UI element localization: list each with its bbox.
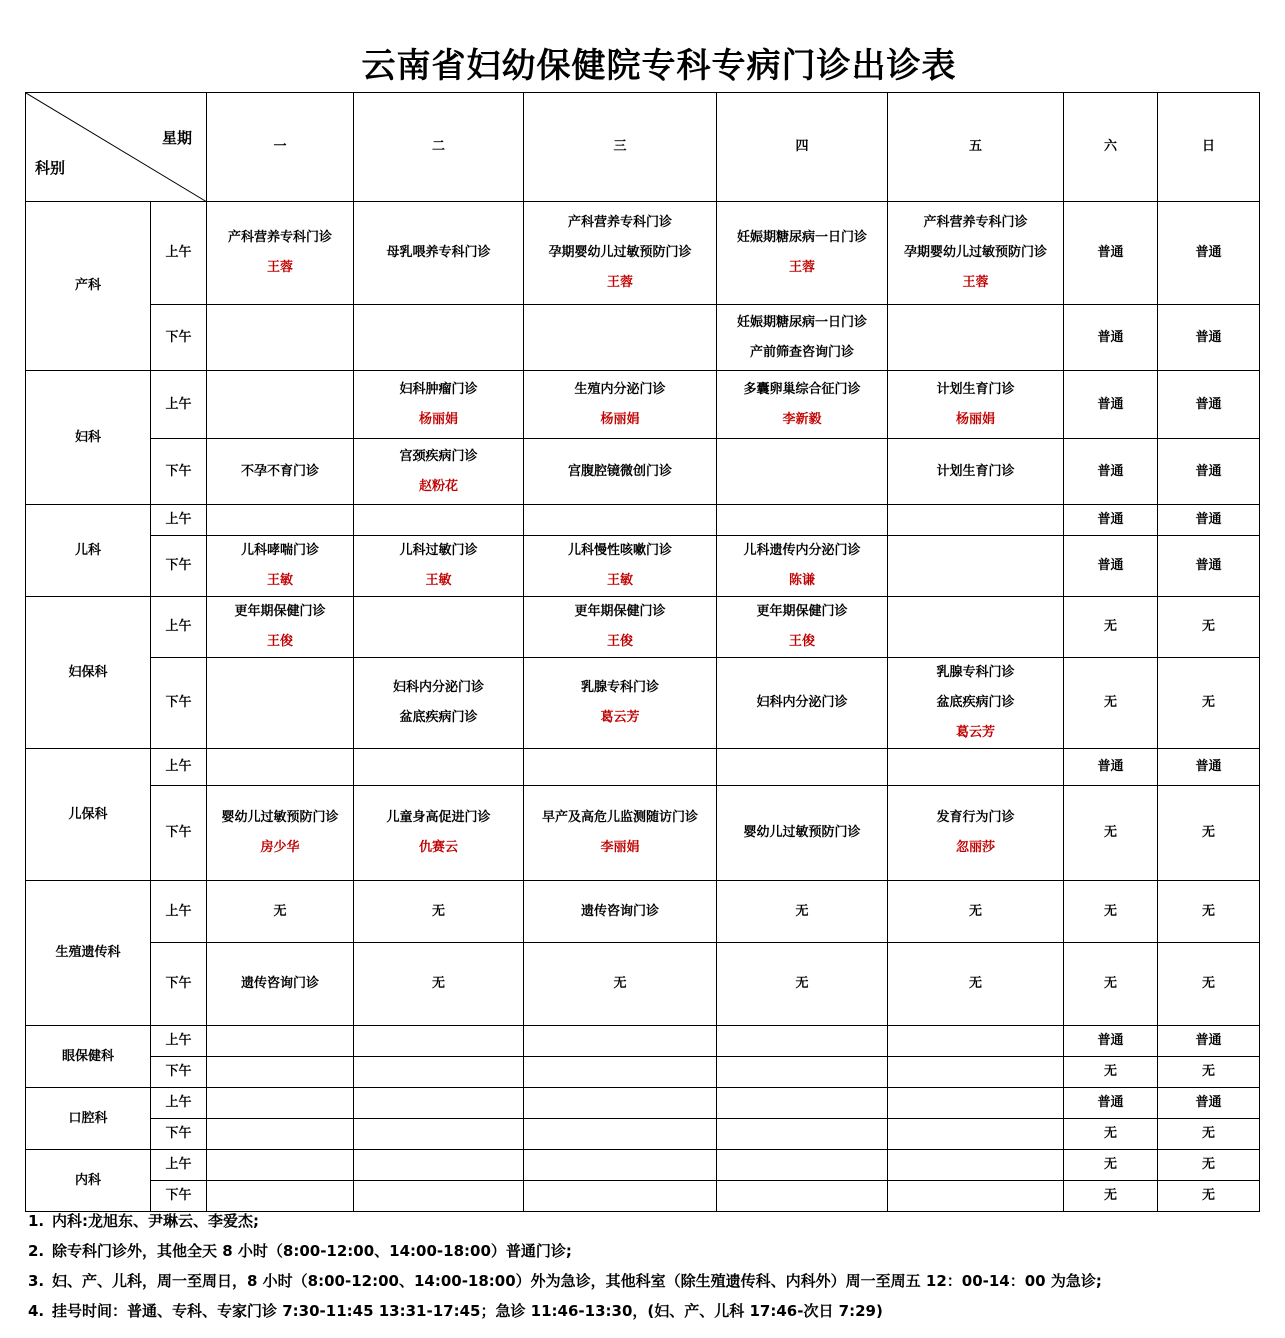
clinic-name: 孕期婴幼儿过敏预防门诊 xyxy=(548,245,692,260)
clinic-cell-thu xyxy=(717,1150,888,1181)
clinic-name: 多囊卵巢综合征门诊 xyxy=(743,381,861,397)
clinic-cell-sun xyxy=(1158,371,1260,439)
clinic-name: 无 xyxy=(1201,1126,1215,1141)
dept-child-health: 儿保科 xyxy=(26,749,151,881)
clinic-cell-mon xyxy=(207,943,354,1026)
clinic-cell-sat xyxy=(1064,658,1158,749)
clinic-name: 产科营养专科门诊 xyxy=(923,215,1028,230)
dept-internal-medicine: 内科 xyxy=(26,1150,151,1212)
schedule-row xyxy=(26,536,1260,597)
clinic-cell-tue xyxy=(354,1150,524,1181)
clinic-cell-sat xyxy=(1064,202,1158,305)
clinic-cell-mon xyxy=(207,505,354,536)
clinic-cell-fri xyxy=(888,881,1064,943)
note-number: 3. xyxy=(28,1272,45,1290)
schedule-row xyxy=(26,439,1260,505)
clinic-name: 普通 xyxy=(1097,558,1124,573)
half-day-afternoon: 下午 xyxy=(151,658,207,749)
weekday-fri: 五 xyxy=(888,93,1064,202)
clinic-name: 普通 xyxy=(1195,463,1222,479)
note-item xyxy=(28,1296,1278,1326)
clinic-cell-sun xyxy=(1158,536,1260,597)
doctor-name: 赵粉花 xyxy=(418,478,458,494)
clinic-cell-fri xyxy=(888,786,1064,881)
note-text: 除专科门诊外，其他全天 8 小时（8:00-12:00、14:00-18:00）普通门诊; xyxy=(52,1242,572,1260)
clinic-cell-thu xyxy=(717,505,888,536)
note-text: 内科:龙旭东、尹琳云、李爱杰; xyxy=(52,1212,259,1230)
note-text: 挂号时间：普通、专科、专家门诊 7:30-11:45 13:31-17:45；急诊 11:46-13:30，(妇、产、儿科 17:46-次日 7:29) xyxy=(52,1302,883,1320)
note-text: 妇、产、儿科，周一至周日，8 小时（8:00-12:00、14:00-18:00）外为急诊，其他科室（除生殖遗传科、内科外）周一至周五 12：00-14：00 为急诊; xyxy=(52,1272,1102,1290)
doctor-name: 王敏 xyxy=(425,573,452,588)
clinic-cell-thu xyxy=(717,439,888,505)
clinic-cell-sun xyxy=(1158,881,1260,943)
clinic-cell-wed xyxy=(524,1057,717,1088)
half-day-afternoon: 下午 xyxy=(151,1119,207,1150)
note-number: 2. xyxy=(28,1242,45,1260)
clinic-cell-tue xyxy=(354,658,524,749)
clinic-cell-thu xyxy=(717,1088,888,1119)
clinic-cell-sat xyxy=(1064,305,1158,371)
clinic-cell-sat xyxy=(1064,749,1158,786)
clinic-name: 乳腺专科门诊 xyxy=(936,665,1015,680)
clinic-name: 普通 xyxy=(1097,512,1124,527)
clinic-cell-tue xyxy=(354,1026,524,1057)
half-day-morning: 上午 xyxy=(151,749,207,786)
clinic-cell-tue xyxy=(354,371,524,439)
clinic-name: 普通 xyxy=(1097,1033,1124,1048)
doctor-name: 葛云芳 xyxy=(955,725,995,740)
clinic-cell-tue xyxy=(354,536,524,597)
clinic-cell-fri xyxy=(888,305,1064,371)
half-day-morning: 上午 xyxy=(151,505,207,536)
clinic-cell-thu xyxy=(717,1026,888,1057)
doctor-name: 王蓉 xyxy=(788,260,815,275)
clinic-cell-thu xyxy=(717,305,888,371)
weekday-thu: 四 xyxy=(717,93,888,202)
doctor-name: 房少华 xyxy=(260,840,300,855)
schedule-row xyxy=(26,371,1260,439)
page-title: 云南省妇幼保健院专科专病门诊出诊表 xyxy=(361,46,957,86)
clinic-cell-fri xyxy=(888,439,1064,505)
note-number: 1. xyxy=(28,1212,45,1230)
half-day-afternoon: 下午 xyxy=(151,305,207,371)
note-item xyxy=(28,1206,1278,1236)
clinic-cell-sun xyxy=(1158,202,1260,305)
weekday-tue: 二 xyxy=(354,93,524,202)
clinic-name: 无 xyxy=(1103,619,1117,634)
clinic-name: 无 xyxy=(1201,1188,1215,1203)
clinic-name: 婴幼儿过敏预防门诊 xyxy=(221,810,339,825)
clinic-cell-mon xyxy=(207,305,354,371)
half-day-afternoon: 下午 xyxy=(151,786,207,881)
clinic-name: 无 xyxy=(1103,1064,1117,1079)
clinic-name: 妊娠期糖尿病一日门诊 xyxy=(736,314,867,330)
clinic-name: 宫颈疾病门诊 xyxy=(399,448,478,464)
clinic-cell-fri xyxy=(888,536,1064,597)
clinic-cell-wed xyxy=(524,1119,717,1150)
clinic-cell-tue xyxy=(354,597,524,658)
clinic-cell-mon xyxy=(207,881,354,943)
clinic-cell-wed xyxy=(524,943,717,1026)
doctor-name: 王敏 xyxy=(606,573,633,588)
clinic-cell-wed xyxy=(524,786,717,881)
clinic-name: 普通 xyxy=(1097,1095,1124,1110)
weekday-mon: 一 xyxy=(207,93,354,202)
clinic-cell-thu xyxy=(717,658,888,749)
clinic-name: 普通 xyxy=(1097,396,1124,412)
clinic-name: 计划生育门诊 xyxy=(936,381,1015,397)
clinic-cell-mon xyxy=(207,536,354,597)
clinic-cell-tue xyxy=(354,1088,524,1119)
clinic-name: 无 xyxy=(1201,976,1215,991)
clinic-cell-sun xyxy=(1158,597,1260,658)
clinic-cell-fri xyxy=(888,371,1064,439)
schedule-table xyxy=(25,92,1260,1212)
clinic-name: 儿科遗传内分泌门诊 xyxy=(743,543,861,558)
doctor-name: 仇赛云 xyxy=(418,840,458,855)
clinic-name: 无 xyxy=(1201,903,1215,919)
clinic-cell-mon xyxy=(207,786,354,881)
clinic-cell-thu xyxy=(717,371,888,439)
doctor-name: 杨丽娟 xyxy=(418,411,458,427)
clinic-name: 无 xyxy=(1103,1126,1117,1141)
schedule-row xyxy=(26,1119,1260,1150)
clinic-cell-wed xyxy=(524,597,717,658)
clinic-name: 普通 xyxy=(1195,396,1222,412)
schedule-row xyxy=(26,1057,1260,1088)
clinic-name: 早产及高危儿监测随访门诊 xyxy=(541,810,698,825)
clinic-cell-mon xyxy=(207,371,354,439)
clinic-cell-wed xyxy=(524,1026,717,1057)
clinic-cell-sun xyxy=(1158,658,1260,749)
schedule-row xyxy=(26,597,1260,658)
clinic-name: 普通 xyxy=(1195,1095,1222,1110)
half-day-morning: 上午 xyxy=(151,371,207,439)
clinic-name: 无 xyxy=(795,976,809,991)
clinic-name: 更年期保健门诊 xyxy=(574,604,666,619)
dept-reproductive-genetics: 生殖遗传科 xyxy=(26,881,151,1026)
dept-pediatrics: 儿科 xyxy=(26,505,151,597)
header-row xyxy=(26,93,1260,202)
clinic-cell-sat xyxy=(1064,1088,1158,1119)
clinic-name: 遗传咨询门诊 xyxy=(240,976,319,991)
dept-obstetrics: 产科 xyxy=(26,202,151,371)
schedule-row xyxy=(26,1088,1260,1119)
clinic-cell-tue xyxy=(354,943,524,1026)
clinic-cell-sun xyxy=(1158,1150,1260,1181)
doctor-name: 杨丽娟 xyxy=(955,411,995,427)
clinic-cell-sun xyxy=(1158,943,1260,1026)
clinic-name: 普通 xyxy=(1097,463,1124,479)
clinic-name: 婴幼儿过敏预防门诊 xyxy=(743,825,861,840)
clinic-name: 无 xyxy=(1103,976,1117,991)
weekday-sun: 日 xyxy=(1158,93,1260,202)
clinic-cell-sun xyxy=(1158,1088,1260,1119)
clinic-name: 无 xyxy=(1201,1064,1215,1079)
note-number: 4. xyxy=(28,1302,45,1320)
clinic-name: 计划生育门诊 xyxy=(936,463,1015,479)
corner-week-label: 星期 xyxy=(161,129,192,147)
clinic-cell-mon xyxy=(207,1057,354,1088)
schedule-row xyxy=(26,505,1260,536)
clinic-cell-tue xyxy=(354,1057,524,1088)
doctor-name: 王俊 xyxy=(788,634,815,649)
corner-diagonal xyxy=(26,93,207,202)
clinic-name: 乳腺专科门诊 xyxy=(580,680,659,695)
clinic-name: 无 xyxy=(273,903,287,919)
note-item xyxy=(28,1266,1278,1296)
clinic-cell-mon xyxy=(207,597,354,658)
clinic-name: 无 xyxy=(1201,695,1215,710)
clinic-cell-sun xyxy=(1158,1026,1260,1057)
clinic-name: 妇科内分泌门诊 xyxy=(756,695,848,710)
clinic-cell-sat xyxy=(1064,597,1158,658)
clinic-cell-tue xyxy=(354,1119,524,1150)
half-day-morning: 上午 xyxy=(151,202,207,305)
clinic-cell-tue xyxy=(354,439,524,505)
clinic-name: 普通 xyxy=(1097,245,1124,260)
dept-eye-care: 眼保健科 xyxy=(26,1026,151,1088)
half-day-afternoon: 下午 xyxy=(151,1057,207,1088)
clinic-cell-mon xyxy=(207,1026,354,1057)
doctor-name: 王蓉 xyxy=(606,275,633,290)
clinic-cell-tue xyxy=(354,786,524,881)
clinic-cell-wed xyxy=(524,1088,717,1119)
clinic-cell-mon xyxy=(207,749,354,786)
clinic-cell-mon xyxy=(207,1088,354,1119)
clinic-cell-thu xyxy=(717,1119,888,1150)
half-day-afternoon: 下午 xyxy=(151,439,207,505)
clinic-cell-sun xyxy=(1158,749,1260,786)
clinic-name: 宫腹腔镜微创门诊 xyxy=(567,463,672,479)
clinic-name: 普通 xyxy=(1097,329,1124,345)
clinic-cell-fri xyxy=(888,1119,1064,1150)
clinic-cell-thu xyxy=(717,536,888,597)
clinic-cell-tue xyxy=(354,305,524,371)
half-day-morning: 上午 xyxy=(151,1026,207,1057)
clinic-name: 无 xyxy=(1201,619,1215,634)
clinic-cell-sat xyxy=(1064,943,1158,1026)
clinic-name: 盆底疾病门诊 xyxy=(399,710,478,725)
clinic-name: 产科营养专科门诊 xyxy=(567,215,672,230)
clinic-name: 普通 xyxy=(1195,759,1222,774)
clinic-cell-sat xyxy=(1064,881,1158,943)
doctor-name: 杨丽娟 xyxy=(600,411,640,427)
dept-stomatology: 口腔科 xyxy=(26,1088,151,1150)
clinic-name: 无 xyxy=(968,903,982,919)
clinic-cell-mon xyxy=(207,439,354,505)
clinic-cell-thu xyxy=(717,943,888,1026)
doctor-name: 葛云芳 xyxy=(600,710,640,725)
clinic-name: 普通 xyxy=(1195,1033,1222,1048)
clinic-name: 产科营养专科门诊 xyxy=(227,230,332,245)
clinic-cell-thu xyxy=(717,1057,888,1088)
clinic-name: 发育行为门诊 xyxy=(936,810,1015,825)
half-day-afternoon: 下午 xyxy=(151,536,207,597)
clinic-cell-wed xyxy=(524,881,717,943)
clinic-name: 生殖内分泌门诊 xyxy=(574,381,666,397)
clinic-cell-thu xyxy=(717,597,888,658)
clinic-name: 妊娠期糖尿病一日门诊 xyxy=(736,230,867,245)
corner-dept-label: 科别 xyxy=(35,159,66,177)
clinic-name: 母乳喂养专科门诊 xyxy=(386,245,491,260)
clinic-cell-mon xyxy=(207,1119,354,1150)
weekday-sat: 六 xyxy=(1064,93,1158,202)
doctor-name: 王蓉 xyxy=(962,275,989,290)
clinic-cell-wed xyxy=(524,749,717,786)
clinic-name: 妇科内分泌门诊 xyxy=(392,680,484,695)
notes-list xyxy=(28,1206,1278,1326)
doctor-name: 忽丽莎 xyxy=(955,840,995,855)
schedule-row xyxy=(26,786,1260,881)
doctor-name: 王俊 xyxy=(266,634,293,649)
corner-cell xyxy=(26,93,207,202)
schedule-row xyxy=(26,1150,1260,1181)
clinic-cell-wed xyxy=(524,439,717,505)
doctor-name: 王蓉 xyxy=(266,260,293,275)
half-day-morning: 上午 xyxy=(151,597,207,658)
clinic-cell-fri xyxy=(888,202,1064,305)
clinic-cell-tue xyxy=(354,505,524,536)
schedule-row xyxy=(26,305,1260,371)
clinic-cell-fri xyxy=(888,1057,1064,1088)
clinic-cell-fri xyxy=(888,1088,1064,1119)
clinic-cell-thu xyxy=(717,881,888,943)
clinic-cell-fri xyxy=(888,749,1064,786)
schedule-row xyxy=(26,1026,1260,1057)
dept-womens-health: 妇保科 xyxy=(26,597,151,749)
clinic-cell-sat xyxy=(1064,1150,1158,1181)
note-item xyxy=(28,1236,1278,1266)
clinic-cell-mon xyxy=(207,202,354,305)
clinic-name: 无 xyxy=(968,976,982,991)
clinic-name: 无 xyxy=(1201,1157,1215,1172)
clinic-cell-sat xyxy=(1064,1057,1158,1088)
clinic-cell-thu xyxy=(717,749,888,786)
clinic-cell-wed xyxy=(524,536,717,597)
clinic-name: 不孕不育门诊 xyxy=(240,463,319,479)
clinic-cell-fri xyxy=(888,943,1064,1026)
clinic-name: 儿童身高促进门诊 xyxy=(386,810,491,825)
clinic-cell-wed xyxy=(524,1150,717,1181)
clinic-name: 无 xyxy=(1103,695,1117,710)
clinic-name: 无 xyxy=(1103,1157,1117,1172)
doctor-name: 陈谦 xyxy=(788,573,815,588)
clinic-cell-sat xyxy=(1064,536,1158,597)
clinic-name: 盆底疾病门诊 xyxy=(936,695,1015,710)
clinic-cell-wed xyxy=(524,371,717,439)
clinic-cell-sun xyxy=(1158,786,1260,881)
clinic-name: 儿科哮喘门诊 xyxy=(240,543,319,558)
clinic-name: 无 xyxy=(1103,1188,1117,1203)
schedule-row xyxy=(26,943,1260,1026)
doctor-name: 王敏 xyxy=(266,573,293,588)
clinic-cell-sat xyxy=(1064,1119,1158,1150)
clinic-name: 儿科慢性咳嗽门诊 xyxy=(567,543,672,558)
clinic-cell-fri xyxy=(888,597,1064,658)
half-day-afternoon: 下午 xyxy=(151,1181,207,1212)
clinic-cell-sun xyxy=(1158,1119,1260,1150)
clinic-cell-wed xyxy=(524,202,717,305)
doctor-name: 李丽娟 xyxy=(600,840,640,855)
clinic-cell-wed xyxy=(524,505,717,536)
clinic-cell-sun xyxy=(1158,305,1260,371)
clinic-name: 更年期保健门诊 xyxy=(756,604,848,619)
clinic-name: 儿科过敏门诊 xyxy=(399,543,478,558)
schedule-row xyxy=(26,881,1260,943)
weekday-wed: 三 xyxy=(524,93,717,202)
clinic-cell-thu xyxy=(717,202,888,305)
clinic-name: 产前筛查咨询门诊 xyxy=(749,344,854,360)
clinic-cell-wed xyxy=(524,305,717,371)
clinic-cell-sat xyxy=(1064,505,1158,536)
clinic-name: 无 xyxy=(1103,825,1117,840)
clinic-name: 普通 xyxy=(1097,759,1124,774)
clinic-name: 孕期婴幼儿过敏预防门诊 xyxy=(903,245,1047,260)
half-day-morning: 上午 xyxy=(151,1088,207,1119)
clinic-cell-sat xyxy=(1064,439,1158,505)
clinic-name: 无 xyxy=(1103,903,1117,919)
half-day-morning: 上午 xyxy=(151,1150,207,1181)
half-day-morning: 上午 xyxy=(151,881,207,943)
clinic-cell-sun xyxy=(1158,1057,1260,1088)
clinic-name: 无 xyxy=(431,903,445,919)
clinic-cell-sat xyxy=(1064,371,1158,439)
clinic-name: 普通 xyxy=(1195,558,1222,573)
clinic-name: 普通 xyxy=(1195,329,1222,345)
clinic-name: 无 xyxy=(431,976,445,991)
clinic-name: 遗传咨询门诊 xyxy=(580,903,659,919)
clinic-name: 无 xyxy=(613,976,627,991)
clinic-cell-sat xyxy=(1064,1026,1158,1057)
clinic-cell-tue xyxy=(354,202,524,305)
clinic-cell-wed xyxy=(524,658,717,749)
clinic-name: 普通 xyxy=(1195,245,1222,260)
clinic-cell-fri xyxy=(888,505,1064,536)
clinic-cell-thu xyxy=(717,786,888,881)
clinic-name: 更年期保健门诊 xyxy=(234,604,326,619)
schedule-row xyxy=(26,749,1260,786)
doctor-name: 李新毅 xyxy=(782,411,822,427)
clinic-cell-tue xyxy=(354,881,524,943)
dept-gynecology: 妇科 xyxy=(26,371,151,505)
clinic-name: 普通 xyxy=(1195,512,1222,527)
doctor-name: 王俊 xyxy=(606,634,633,649)
clinic-cell-fri xyxy=(888,1150,1064,1181)
schedule-row xyxy=(26,658,1260,749)
clinic-cell-sat xyxy=(1064,786,1158,881)
clinic-name: 无 xyxy=(1201,825,1215,840)
clinic-cell-sun xyxy=(1158,505,1260,536)
clinic-cell-tue xyxy=(354,749,524,786)
half-day-afternoon: 下午 xyxy=(151,943,207,1026)
clinic-cell-sun xyxy=(1158,439,1260,505)
clinic-name: 妇科肿瘤门诊 xyxy=(399,381,478,397)
clinic-cell-mon xyxy=(207,1150,354,1181)
clinic-cell-fri xyxy=(888,1026,1064,1057)
clinic-name: 无 xyxy=(795,903,809,919)
clinic-cell-mon xyxy=(207,658,354,749)
clinic-cell-fri xyxy=(888,658,1064,749)
schedule-row xyxy=(26,202,1260,305)
